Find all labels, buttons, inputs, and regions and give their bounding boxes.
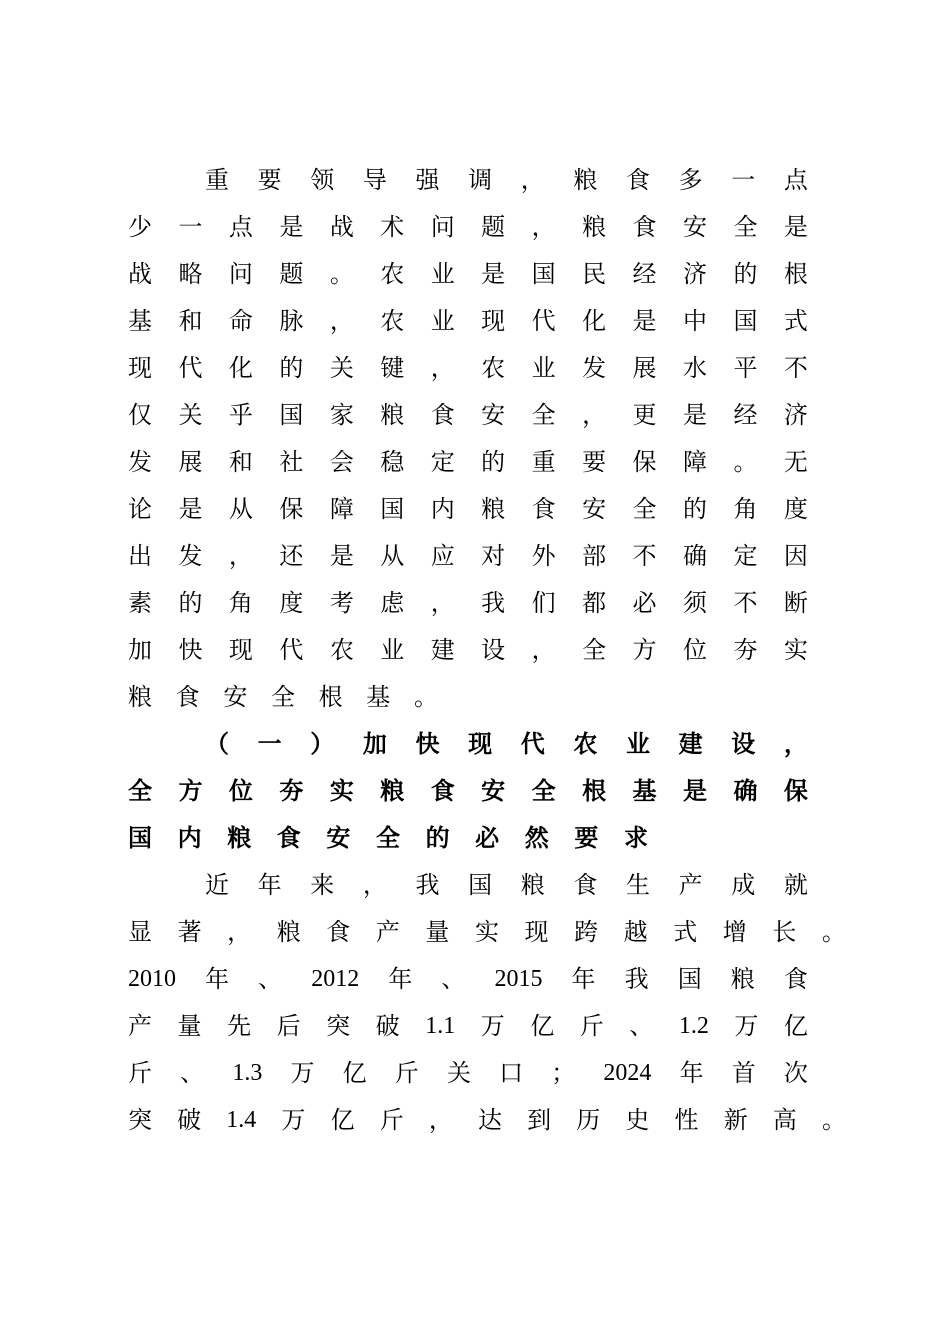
paragraph-1-line-4: 基 和 命 脉 ， 农 业 现 代 化 是 中 国 式 xyxy=(128,307,808,335)
paragraph-2-line-3: 2010 年 、 2012 年 、 2015 年 我 国 粮 食 xyxy=(128,965,808,993)
paragraph-1-line-10: 素 的 角 度 考 虑 ， 我 们 都 必 须 不 断 xyxy=(128,589,808,617)
paragraph-2-line-4: 产 量 先 后 突 破 1.1 万 亿 斤 、 1.2 万 亿 xyxy=(128,1012,808,1040)
paragraph-2-line-2: 显 著 ， 粮 食 产 量 实 现 跨 越 式 增 长 。 xyxy=(128,918,846,946)
paragraph-1-line-5: 现 代 化 的 关 键 ， 农 业 发 展 水 平 不 xyxy=(128,354,808,382)
paragraph-1-line-8: 论 是 从 保 障 国 内 粮 食 安 全 的 角 度 xyxy=(128,495,808,523)
paragraph-2-line-6: 突 破 1.4 万 亿 斤 ， 达 到 历 史 性 新 高 。 xyxy=(128,1106,846,1134)
paragraph-1-line-1: 重 要 领 导 强 调 ， 粮 食 多 一 点 xyxy=(205,166,808,194)
paragraph-1-line-11: 加 快 现 代 农 业 建 设 ， 全 方 位 夯 实 xyxy=(128,636,808,664)
section-heading-line-1: （ 一 ） 加 快 现 代 农 业 建 设 ， xyxy=(205,729,808,758)
paragraph-1-line-2: 少 一 点 是 战 术 问 题 ， 粮 食 安 全 是 xyxy=(128,213,808,241)
paragraph-1-line-7: 发 展 和 社 会 稳 定 的 重 要 保 障 。 无 xyxy=(128,448,808,476)
paragraph-1-line-3: 战 略 问 题 。 农 业 是 国 民 经 济 的 根 xyxy=(128,260,808,288)
paragraph-2-line-1: 近 年 来 ， 我 国 粮 食 生 产 成 就 xyxy=(205,871,808,899)
section-heading-line-3: 国 内 粮 食 安 全 的 必 然 要 求 xyxy=(128,823,648,852)
paragraph-1-line-12: 粮 食 安 全 根 基 。 xyxy=(128,683,438,711)
paragraph-1-line-6: 仅 关 乎 国 家 粮 食 安 全 ， 更 是 经 济 xyxy=(128,401,808,429)
section-heading-line-2: 全 方 位 夯 实 粮 食 安 全 根 基 是 确 保 xyxy=(128,776,808,805)
paragraph-1-line-9: 出 发 ， 还 是 从 应 对 外 部 不 确 定 因 xyxy=(128,542,808,570)
paragraph-2-line-5: 斤 、 1.3 万 亿 斤 关 口 ； 2024 年 首 次 xyxy=(128,1059,808,1087)
